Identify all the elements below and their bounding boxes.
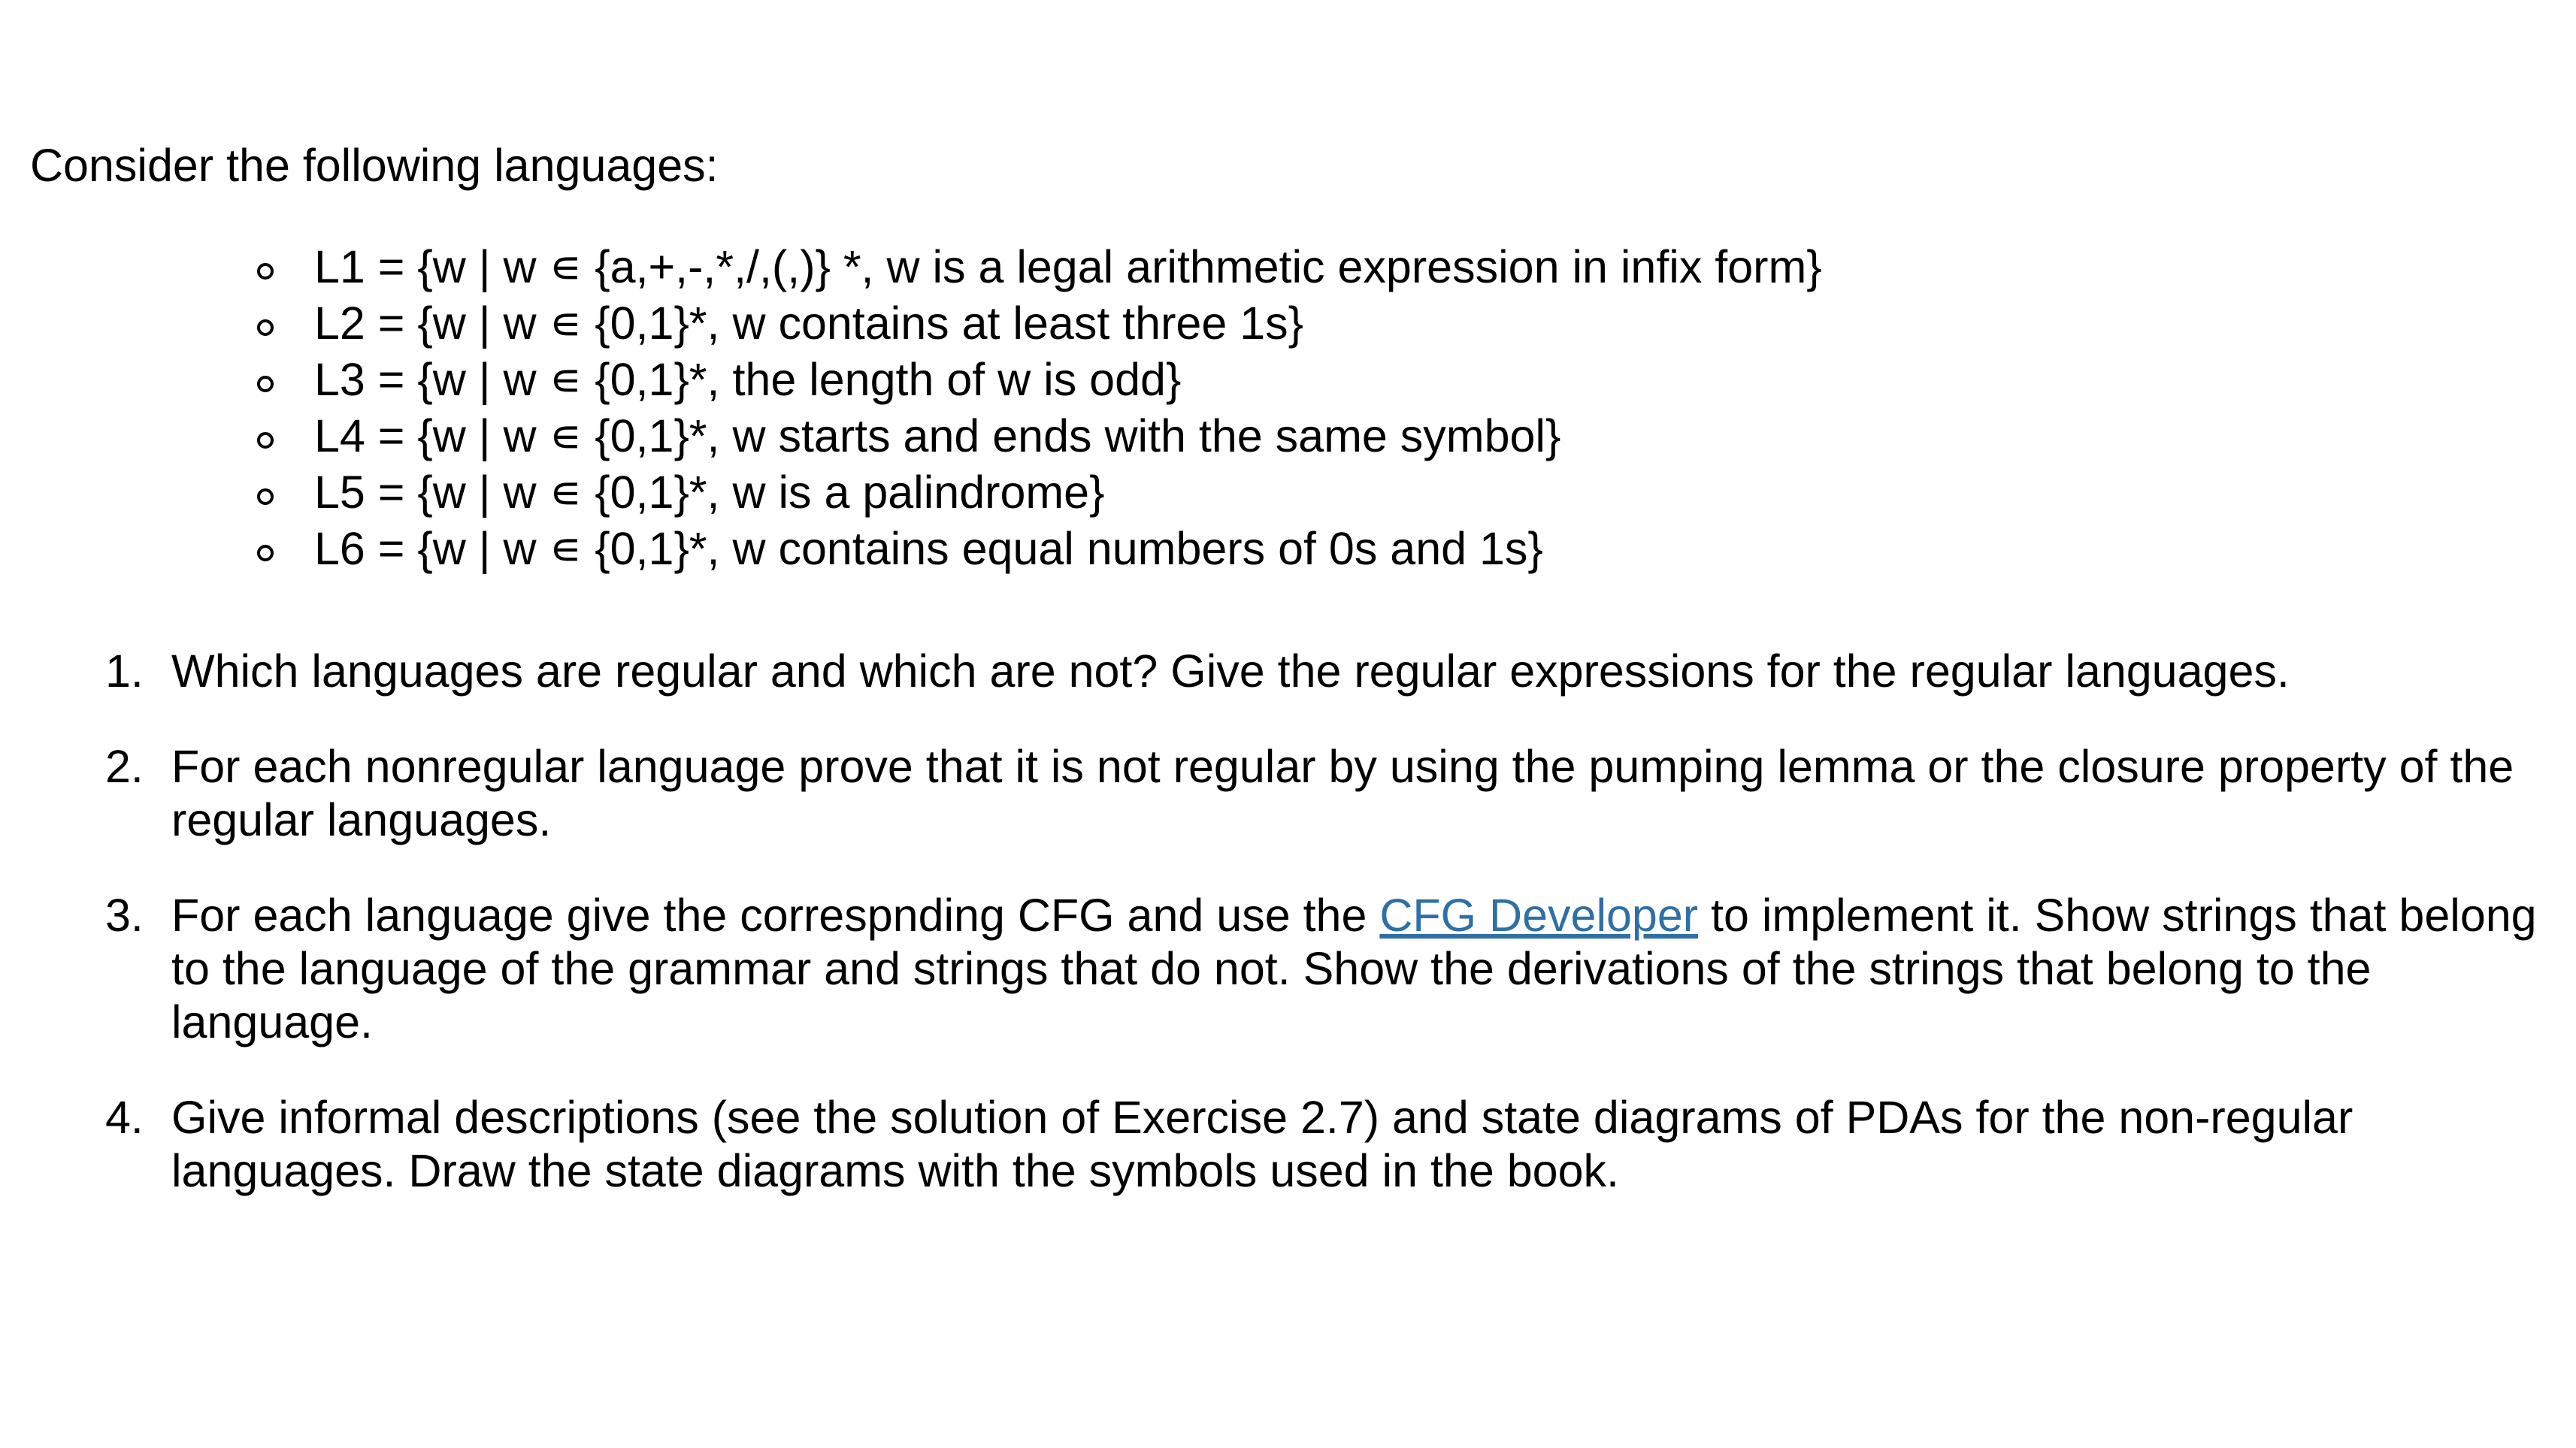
question-number: 2. xyxy=(105,741,144,792)
language-item-l3 xyxy=(0,352,1822,408)
hollow-circle-bullet-icon xyxy=(257,263,274,280)
language-definition: L4 = {w | w ∊ {0,1}*, w starts and ends with the same symbol} xyxy=(314,410,1561,461)
question-text-before-link: For each language give the correspnding CFG and use the xyxy=(171,890,1380,941)
language-definition: L6 = {w | w ∊ {0,1}*, w contains equal numbers of 0s and 1s} xyxy=(314,523,1543,574)
language-item-l2 xyxy=(0,295,1822,352)
question-text: Which languages are regular and which are not? Give the regular expressions for the regular languages. xyxy=(171,645,2290,697)
hollow-circle-bullet-icon xyxy=(257,545,274,561)
question-item-3 xyxy=(0,889,2576,1049)
cfg-developer-link[interactable]: CFG Developer xyxy=(1379,890,1699,941)
question-text-after-link: to implement it. Show strings that belong to the language of the grammar and strings that do not. Show the derivations of the strings that belong to the language. xyxy=(171,890,2537,1047)
hollow-circle-bullet-icon xyxy=(257,488,274,505)
question-number: 4. xyxy=(105,1092,144,1143)
hollow-circle-bullet-icon xyxy=(257,376,274,392)
question-text: Give informal descriptions (see the solution of Exercise 2.7) and state diagrams of PDAs for the non-regular languages. Draw the state diagrams with the symbols used in the book. xyxy=(171,1092,2354,1196)
hollow-circle-bullet-icon xyxy=(257,432,274,449)
question-item-1 xyxy=(0,645,2576,698)
language-definition: L5 = {w | w ∊ {0,1}*, w is a palindrome} xyxy=(314,467,1105,518)
intro-text: Consider the following languages: xyxy=(30,140,719,191)
question-list xyxy=(0,645,2576,1240)
hollow-circle-bullet-icon xyxy=(257,319,274,336)
question-text: For each nonregular language prove that it is not regular by using the pumping lemma or the closure property of the regular languages. xyxy=(171,741,2514,845)
language-item-l1 xyxy=(0,239,1822,295)
question-number: 1. xyxy=(105,645,144,697)
question-number: 3. xyxy=(105,890,144,941)
question-item-4 xyxy=(0,1091,2576,1198)
language-definition: L2 = {w | w ∊ {0,1}*, w contains at least three 1s} xyxy=(314,298,1303,349)
language-definition: L3 = {w | w ∊ {0,1}*, the length of w is odd} xyxy=(314,354,1182,405)
language-item-l6 xyxy=(0,521,1822,577)
language-definition: L1 = {w | w ∊ {a,+,-,*,/,(,)} *, w is a legal arithmetic expression in infix form} xyxy=(314,241,1822,292)
language-list xyxy=(0,239,1822,577)
language-item-l4 xyxy=(0,408,1822,464)
language-item-l5 xyxy=(0,464,1822,521)
question-item-2 xyxy=(0,740,2576,847)
